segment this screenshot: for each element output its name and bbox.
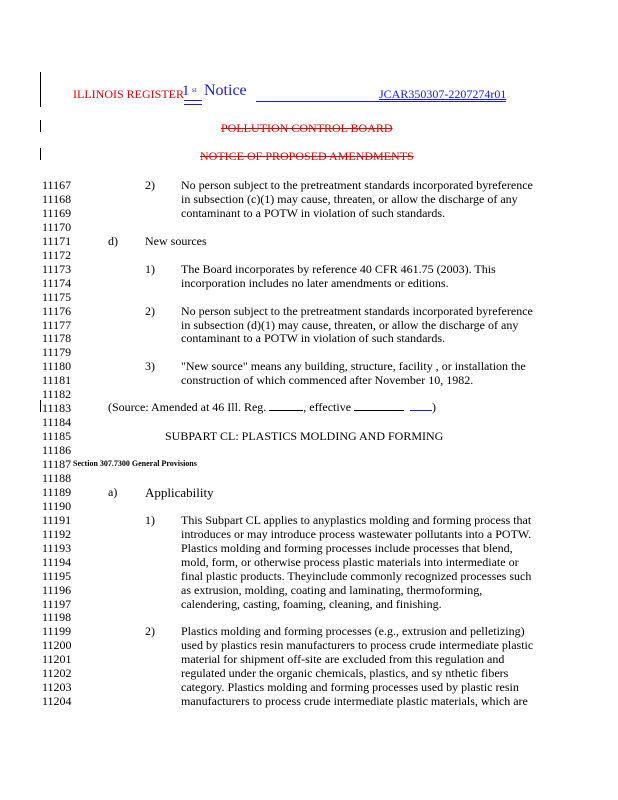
source-note bbox=[108, 400, 436, 415]
body-text: Plastics molding and forming processes (e.g., extrusion and pelletizing) bbox=[181, 624, 525, 639]
date-blank-blue bbox=[410, 400, 432, 411]
body-text: incorporation includes no later amendments or editions. bbox=[181, 275, 449, 290]
body-text: as extrusion, molding, coating and laminating, thermoforming, bbox=[181, 582, 483, 597]
body-text: contaminant to a POTW in violation of such standards. bbox=[181, 205, 446, 220]
body-text: in subsection (d)(1) may cause, threaten, or allow the discharge of any bbox=[181, 317, 519, 332]
list-label: 2) bbox=[145, 624, 155, 639]
list-label: a) bbox=[108, 484, 118, 499]
reg-blank bbox=[269, 400, 303, 411]
line-number: 11195 bbox=[42, 568, 72, 583]
line-number: 11198 bbox=[42, 610, 72, 625]
source-middle: , effective bbox=[303, 400, 355, 414]
body-text: construction of which commenced after November 10, 1982. bbox=[181, 373, 474, 388]
body-text: final plastic products. Theyinclude commonly recognized processes such bbox=[181, 568, 532, 583]
line-number: 11189 bbox=[42, 484, 72, 499]
line-number: 11174 bbox=[42, 275, 72, 290]
change-bar bbox=[40, 400, 41, 412]
list-label: 1) bbox=[145, 512, 155, 527]
line-number: 11177 bbox=[42, 317, 72, 332]
line-number: 11184 bbox=[42, 415, 72, 430]
list-label: 3) bbox=[145, 359, 155, 374]
body-text: contaminant to a POTW in violation of such standards. bbox=[181, 331, 446, 346]
line-number: 11202 bbox=[42, 666, 72, 681]
body-text: No person subject to the pretreatment standards incorporated byreference bbox=[181, 178, 533, 192]
body-text: category. Plastics molding and forming processes used by plastic resin bbox=[181, 680, 519, 695]
body-text: material for shipment off-site are excluded from this regulation and bbox=[181, 652, 505, 667]
list-label: 2) bbox=[145, 303, 155, 318]
line-number: 11200 bbox=[42, 638, 72, 653]
line-number: 11171 bbox=[42, 233, 72, 248]
line-number: 11185 bbox=[42, 429, 72, 444]
source-suffix: ) bbox=[432, 400, 437, 414]
body-text: No person subject to the pretreatment standards incorporated byreference bbox=[181, 303, 533, 318]
notice-label: Notice bbox=[204, 82, 247, 99]
line-number: 11203 bbox=[42, 680, 72, 695]
line-number: 11179 bbox=[42, 345, 72, 360]
subsection-heading: New sources bbox=[145, 233, 207, 248]
body-text: regulated under the organic chemicals, plastics, and sy nthetic fibers bbox=[181, 666, 509, 681]
list-label: 1) bbox=[145, 261, 155, 276]
line-number: 11167 bbox=[42, 178, 72, 192]
double-underline bbox=[184, 100, 202, 101]
line-number: 11173 bbox=[42, 261, 72, 276]
line-number: 11168 bbox=[42, 191, 72, 206]
line-number: 11201 bbox=[42, 652, 72, 667]
line-number: 11186 bbox=[42, 443, 72, 458]
line-number: 11172 bbox=[42, 247, 72, 262]
body-text: used by plastics resin manufacturers to process crude intermediate plastic bbox=[181, 638, 534, 653]
line-number: 11183 bbox=[42, 401, 72, 416]
notice-number: 1 bbox=[182, 83, 190, 99]
line-number: 11190 bbox=[42, 498, 72, 513]
notice-ordinal: st bbox=[192, 86, 197, 94]
subsection-heading: Applicability bbox=[145, 484, 214, 500]
line-number: 11169 bbox=[42, 205, 72, 220]
line-number: 11197 bbox=[42, 596, 72, 611]
line-number: 11191 bbox=[42, 512, 72, 527]
subpart-heading: SUBPART CL: PLASTICS MOLDING AND FORMING bbox=[165, 429, 444, 444]
notice-title: NOTICE OF PROPOSED AMENDMENTS bbox=[200, 149, 414, 163]
line-number: 11176 bbox=[42, 303, 72, 318]
line-number: 11178 bbox=[42, 331, 72, 346]
line-number: 11194 bbox=[42, 554, 72, 569]
line-number: 11188 bbox=[42, 470, 72, 485]
date-blank bbox=[354, 400, 404, 411]
change-bar bbox=[40, 148, 41, 160]
board-name: POLLUTION CONTROL BOARD bbox=[221, 121, 393, 135]
list-label: 2) bbox=[145, 178, 155, 192]
body-text: introduces or may introduce process wastewater pollutants into a POTW. bbox=[181, 526, 532, 541]
line-number: 11170 bbox=[42, 219, 72, 234]
body-text: manufacturers to process crude intermediate plastic materials, which are bbox=[181, 694, 528, 709]
line-number: 11204 bbox=[42, 694, 72, 709]
line-number: 11193 bbox=[42, 540, 72, 555]
line-number: 11196 bbox=[42, 582, 72, 597]
change-bar bbox=[40, 72, 41, 107]
body-text: mold, form, or otherwise process plastic materials into intermediate or bbox=[181, 554, 519, 569]
line-number: 11182 bbox=[42, 387, 72, 402]
body-text: The Board incorporates by reference 40 CFR 461.75 (2003). This bbox=[181, 261, 496, 276]
list-label: d) bbox=[108, 233, 118, 248]
jcar-code: JCAR350307-2207274r01 bbox=[379, 87, 507, 101]
register-title: ILLINOIS REGISTER bbox=[73, 87, 184, 101]
body-text: Plastics molding and forming processes include processes that blend, bbox=[181, 540, 513, 555]
source-prefix: (Source: Amended at 46 Ill. Reg. bbox=[108, 400, 270, 414]
change-bar bbox=[40, 120, 41, 132]
double-underline bbox=[184, 104, 202, 105]
line-number: 11199 bbox=[42, 624, 72, 639]
line-number: 11175 bbox=[42, 289, 72, 304]
section-heading: Section 307.7300 General Provisions bbox=[73, 459, 197, 468]
body-text: "New source" means any building, structure, facility , or installation the bbox=[181, 359, 526, 374]
body-text: in subsection (c)(1) may cause, threaten, or allow the discharge of any bbox=[181, 191, 518, 206]
line-number: 11180 bbox=[42, 359, 72, 374]
line-number: 11181 bbox=[42, 373, 72, 388]
body-text: This Subpart CL applies to anyplastics molding and forming process that bbox=[181, 512, 532, 527]
body-text: calendering, casting, foaming, cleaning, and finishing. bbox=[181, 596, 442, 611]
line-number: 11192 bbox=[42, 526, 72, 541]
line-number: 11187 bbox=[42, 457, 72, 471]
